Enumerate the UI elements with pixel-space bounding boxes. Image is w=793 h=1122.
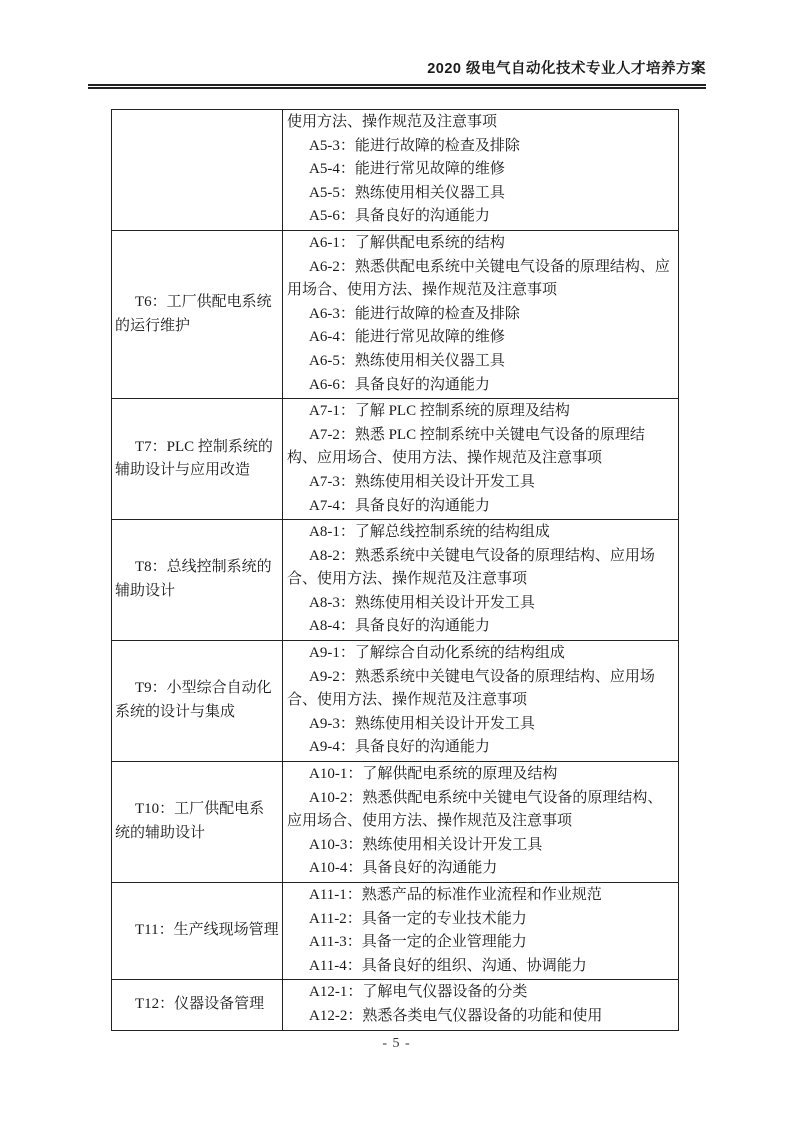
ability-item: A7-2：熟悉 PLC 控制系统中关键电气设备的原理结构、应用场合、使用方法、操作规范及注意事项	[287, 426, 645, 467]
ability-item: A7-4：具备良好的沟通能力	[309, 497, 490, 514]
ability-item: 使用方法、操作规范及注意事项	[287, 114, 498, 130]
ability-item: A7-3：熟练使用相关设计开发工具	[309, 473, 535, 490]
ability-item: A6-1：了解供配电系统的结构	[309, 234, 505, 251]
task-label: T10：工厂供配电系统的辅助设计	[115, 801, 265, 842]
ability-cell	[283, 980, 679, 1030]
ability-item: A9-3：熟练使用相关设计开发工具	[309, 715, 535, 732]
ability-item: A8-1：了解总线控制系统的结构组成	[309, 524, 550, 541]
ability-cell	[283, 399, 679, 520]
task-cell	[112, 883, 283, 980]
task-cell	[112, 399, 283, 520]
training-table-body	[112, 110, 679, 1031]
ability-item: A6-6：具备良好的沟通能力	[309, 376, 490, 393]
task-label: T8：总线控制系统的辅助设计	[115, 559, 272, 600]
ability-cell	[283, 110, 679, 231]
ability-item: A10-2：熟悉供配电系统中关键电气设备的原理结构、应用场合、使用方法、操作规范及注意事项	[287, 789, 663, 830]
ability-cell	[283, 641, 679, 762]
ability-item: A6-3：能进行故障的检查及排除	[309, 305, 520, 322]
ability-cell	[283, 230, 679, 398]
task-label: T11：生产线现场管理	[135, 922, 279, 939]
ability-item: A11-1：熟悉产品的标准作业流程和作业规范	[309, 887, 602, 903]
ability-item: A8-4：具备良好的沟通能力	[309, 618, 490, 635]
table-row	[112, 230, 679, 398]
ability-item: A12-2：熟悉各类电气仪器设备的功能和使用	[309, 1007, 603, 1024]
ability-item: A5-6：具备良好的沟通能力	[309, 208, 490, 225]
table-row	[112, 520, 679, 641]
ability-item: A11-2：具备一定的专业技术能力	[309, 910, 527, 927]
task-cell	[112, 230, 283, 398]
task-label: T7：PLC 控制系统的辅助设计与应用改造	[115, 438, 273, 479]
ability-item: A9-1：了解综合自动化系统的结构组成	[309, 645, 565, 662]
ability-item: A11-4：具备良好的组织、沟通、协调能力	[309, 957, 587, 974]
training-requirements-table	[111, 109, 679, 1031]
ability-item: A12-1：了解电气仪器设备的分类	[309, 984, 528, 1001]
table-row	[112, 883, 679, 980]
ability-item: A10-3：熟练使用相关设计开发工具	[309, 836, 543, 853]
task-label: T12：仪器设备管理	[135, 996, 265, 1013]
ability-item: A6-5：熟练使用相关仪器工具	[309, 352, 505, 369]
table-row	[112, 399, 679, 520]
table-row	[112, 762, 679, 883]
ability-item: A5-3：能进行故障的检查及排除	[309, 137, 520, 154]
task-label: T6：工厂供配电系统的运行维护	[115, 293, 272, 334]
ability-item: A10-1：了解供配电系统的原理及结构	[309, 766, 558, 783]
ability-item: A8-3：熟练使用相关设计开发工具	[309, 594, 535, 611]
task-cell	[112, 520, 283, 641]
task-cell	[112, 110, 283, 231]
task-cell	[112, 980, 283, 1030]
ability-item: A10-4：具备良好的沟通能力	[309, 860, 498, 877]
ability-item: A6-2：熟悉供配电系统中关键电气设备的原理结构、应用场合、使用方法、操作规范及注意事项	[287, 258, 670, 299]
table-row	[112, 641, 679, 762]
ability-item: A9-2：熟悉系统中关键电气设备的原理结构、应用场合、使用方法、操作规范及注意事项	[287, 668, 655, 709]
table-row	[112, 110, 679, 231]
ability-item: A7-1：了解 PLC 控制系统的原理及结构	[309, 403, 570, 420]
ability-item: A9-4：具备良好的沟通能力	[309, 739, 490, 756]
ability-item: A5-4：能进行常见故障的维修	[309, 161, 505, 178]
table-row	[112, 980, 679, 1030]
task-label: T9：小型综合自动化系统的设计与集成	[115, 680, 272, 721]
ability-item: A6-4：能进行常见故障的维修	[309, 329, 505, 346]
ability-cell	[283, 520, 679, 641]
page-number: - 5 -	[382, 1036, 411, 1051]
ability-item: A5-5：熟练使用相关仪器工具	[309, 184, 505, 201]
page-header-title: 2020 级电气自动化技术专业人才培养方案	[88, 57, 706, 89]
ability-cell	[283, 762, 679, 883]
ability-cell	[283, 883, 679, 980]
task-cell	[112, 762, 283, 883]
ability-item: A11-3：具备一定的企业管理能力	[309, 934, 527, 951]
task-cell	[112, 641, 283, 762]
ability-item: A8-2：熟悉系统中关键电气设备的原理结构、应用场合、使用方法、操作规范及注意事项	[287, 547, 655, 588]
